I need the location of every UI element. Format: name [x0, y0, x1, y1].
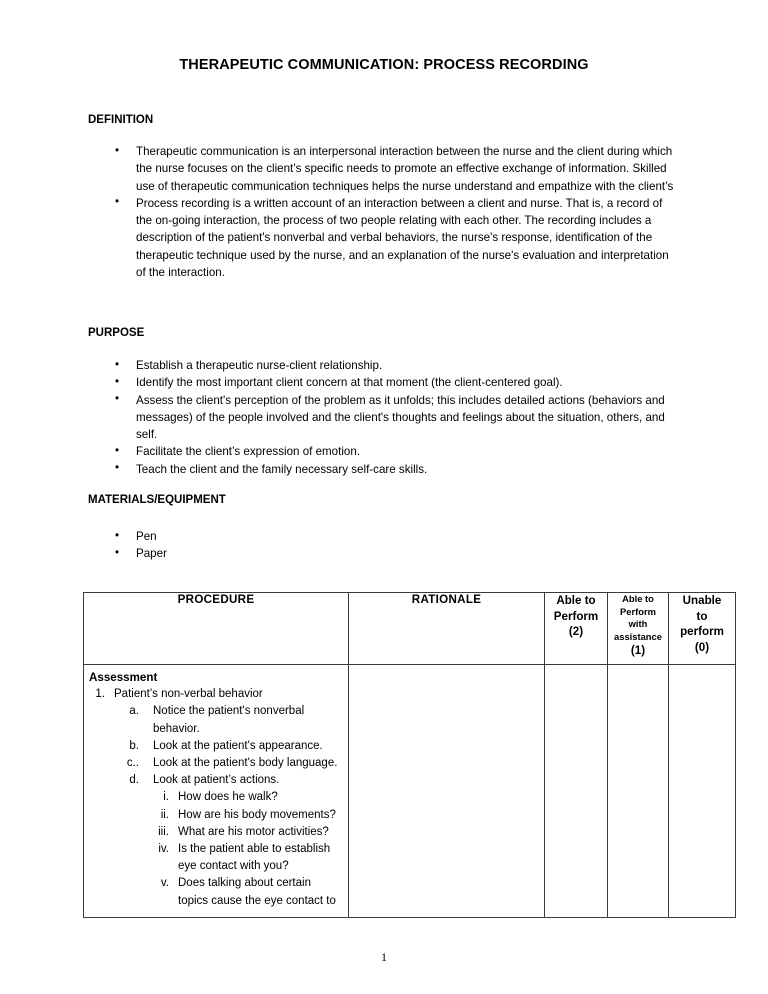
column-header-able-to-perform: [545, 593, 608, 665]
materials-bullet-list: [112, 528, 674, 563]
header-line: assistance: [614, 630, 662, 642]
procedure-item: [89, 807, 344, 824]
procedure-item-marker: ii.: [160, 808, 169, 821]
cell-unable-to-perform[interactable]: [669, 665, 736, 918]
procedure-item: [89, 772, 344, 789]
header-line: to: [696, 609, 708, 623]
header-line: with: [628, 618, 648, 630]
header-line: Unable: [682, 594, 722, 607]
procedure-item-text: How does he walk?: [178, 791, 278, 804]
procedure-item-text: Notice the patient's nonverbal behavior.: [153, 705, 305, 735]
procedure-item-marker: iii.: [158, 825, 169, 838]
table-row: [84, 665, 736, 918]
procedure-table: [83, 592, 736, 918]
procedure-item: [89, 738, 344, 755]
cell-rationale[interactable]: [349, 665, 545, 918]
list-item: • Process recording is a written account of an interaction between a client and nurse. That is, a record of the on-going interaction, the process of two people relating with each other. The recording includes a description of the patient's nonverbal and verbal behaviors, the nurse's response, identification of the therapeutic technique used by the nurse, and an explanation of the nurse's evaluation and interpretation of the interaction.: [112, 195, 674, 281]
section-heading-materials: MATERIALS/EQUIPMENT: [88, 494, 226, 506]
procedure-item-text: What are his motor activities?: [178, 825, 329, 838]
list-item: • Identify the most important client concern at that moment (the client-centered goal).: [112, 374, 674, 391]
section-heading-definition: DEFINITION: [88, 114, 154, 126]
header-line: Able to: [556, 594, 596, 607]
header-line: (1): [630, 644, 646, 658]
page-title: THERAPEUTIC COMMUNICATION: PROCESS RECORDING: [179, 57, 589, 73]
procedure-content: [84, 665, 348, 910]
procedure-item-text: Patient’s non-verbal behavior: [114, 688, 263, 701]
procedure-item: [89, 824, 344, 841]
list-item: • Assess the client's perception of the problem as it unfolds; this includes detailed actions (behaviors and messages) of the people involved and the client's thoughts and feelings about the situation, others, and self.: [112, 392, 674, 444]
procedure-item-text: Look at the patient's body language.: [153, 757, 338, 770]
list-item: • Facilitate the client’s expression of emotion.: [112, 443, 674, 460]
cell-able-to-perform[interactable]: [545, 665, 608, 918]
cell-procedure: [84, 665, 349, 918]
procedure-item: [89, 686, 344, 703]
table-body: [84, 665, 736, 918]
procedure-item-marker: c..: [126, 757, 139, 770]
procedure-item-text: How are his body movements?: [178, 808, 336, 821]
cell-able-with-assistance[interactable]: [608, 665, 669, 918]
purpose-bullet-list: [112, 357, 674, 478]
procedure-item-text: Look at patient’s actions.: [153, 774, 280, 787]
header-line: (2): [568, 625, 584, 638]
list-item: • Therapeutic communication is an interpersonal interaction between the nurse and the client during which the nurse focuses on the client’s specific needs to promote an effective exchange of information. Skilled use of therapeutic communication techniques helps the nurse understand and empathize with the client’s: [112, 143, 674, 195]
list-item: • Pen: [112, 528, 674, 545]
procedure-item: [89, 841, 344, 875]
section-heading-purpose: PURPOSE: [88, 327, 145, 339]
list-item: • Establish a therapeutic nurse-client relationship.: [112, 357, 674, 374]
column-header-unable-to-perform: [669, 593, 736, 665]
page-number: 1: [381, 950, 387, 964]
header-line: (0): [694, 640, 710, 654]
procedure-item-marker: iv.: [158, 843, 169, 856]
procedure-item: [89, 755, 344, 772]
procedure-item: [89, 789, 344, 806]
procedure-item-marker: a.: [129, 705, 139, 718]
header-line: perform: [680, 625, 724, 638]
list-item: • Paper: [112, 545, 674, 562]
procedure-item-marker: 1.: [95, 688, 105, 701]
procedure-item: [89, 875, 344, 909]
procedure-item: [89, 703, 344, 737]
column-header-able-with-assistance: [608, 593, 669, 665]
header-line: Perform: [553, 609, 599, 623]
definition-bullet-list: [112, 143, 674, 281]
procedure-item-marker: d.: [129, 774, 139, 787]
table-header-row: [84, 593, 736, 665]
procedure-item-marker: v.: [160, 877, 169, 890]
procedure-item-text: Look at the patient's appearance.: [153, 739, 323, 752]
procedure-item-text: Does talking about certain topics cause the eye contact to: [178, 877, 336, 907]
column-header-rationale: RATIONALE: [349, 593, 545, 665]
column-header-procedure: PROCEDURE: [84, 593, 349, 665]
procedure-item-marker: b.: [129, 739, 139, 752]
header-line: Perform: [620, 605, 656, 617]
header-line: Able to: [622, 593, 654, 604]
list-item: • Teach the client and the family necessary self-care skills.: [112, 461, 674, 478]
procedure-item-marker: i.: [163, 791, 169, 804]
procedure-item-text: Is the patient able to establish eye contact with you?: [178, 843, 331, 873]
procedure-section-title: Assessment: [89, 671, 158, 684]
procedure-item-list: [89, 686, 344, 910]
